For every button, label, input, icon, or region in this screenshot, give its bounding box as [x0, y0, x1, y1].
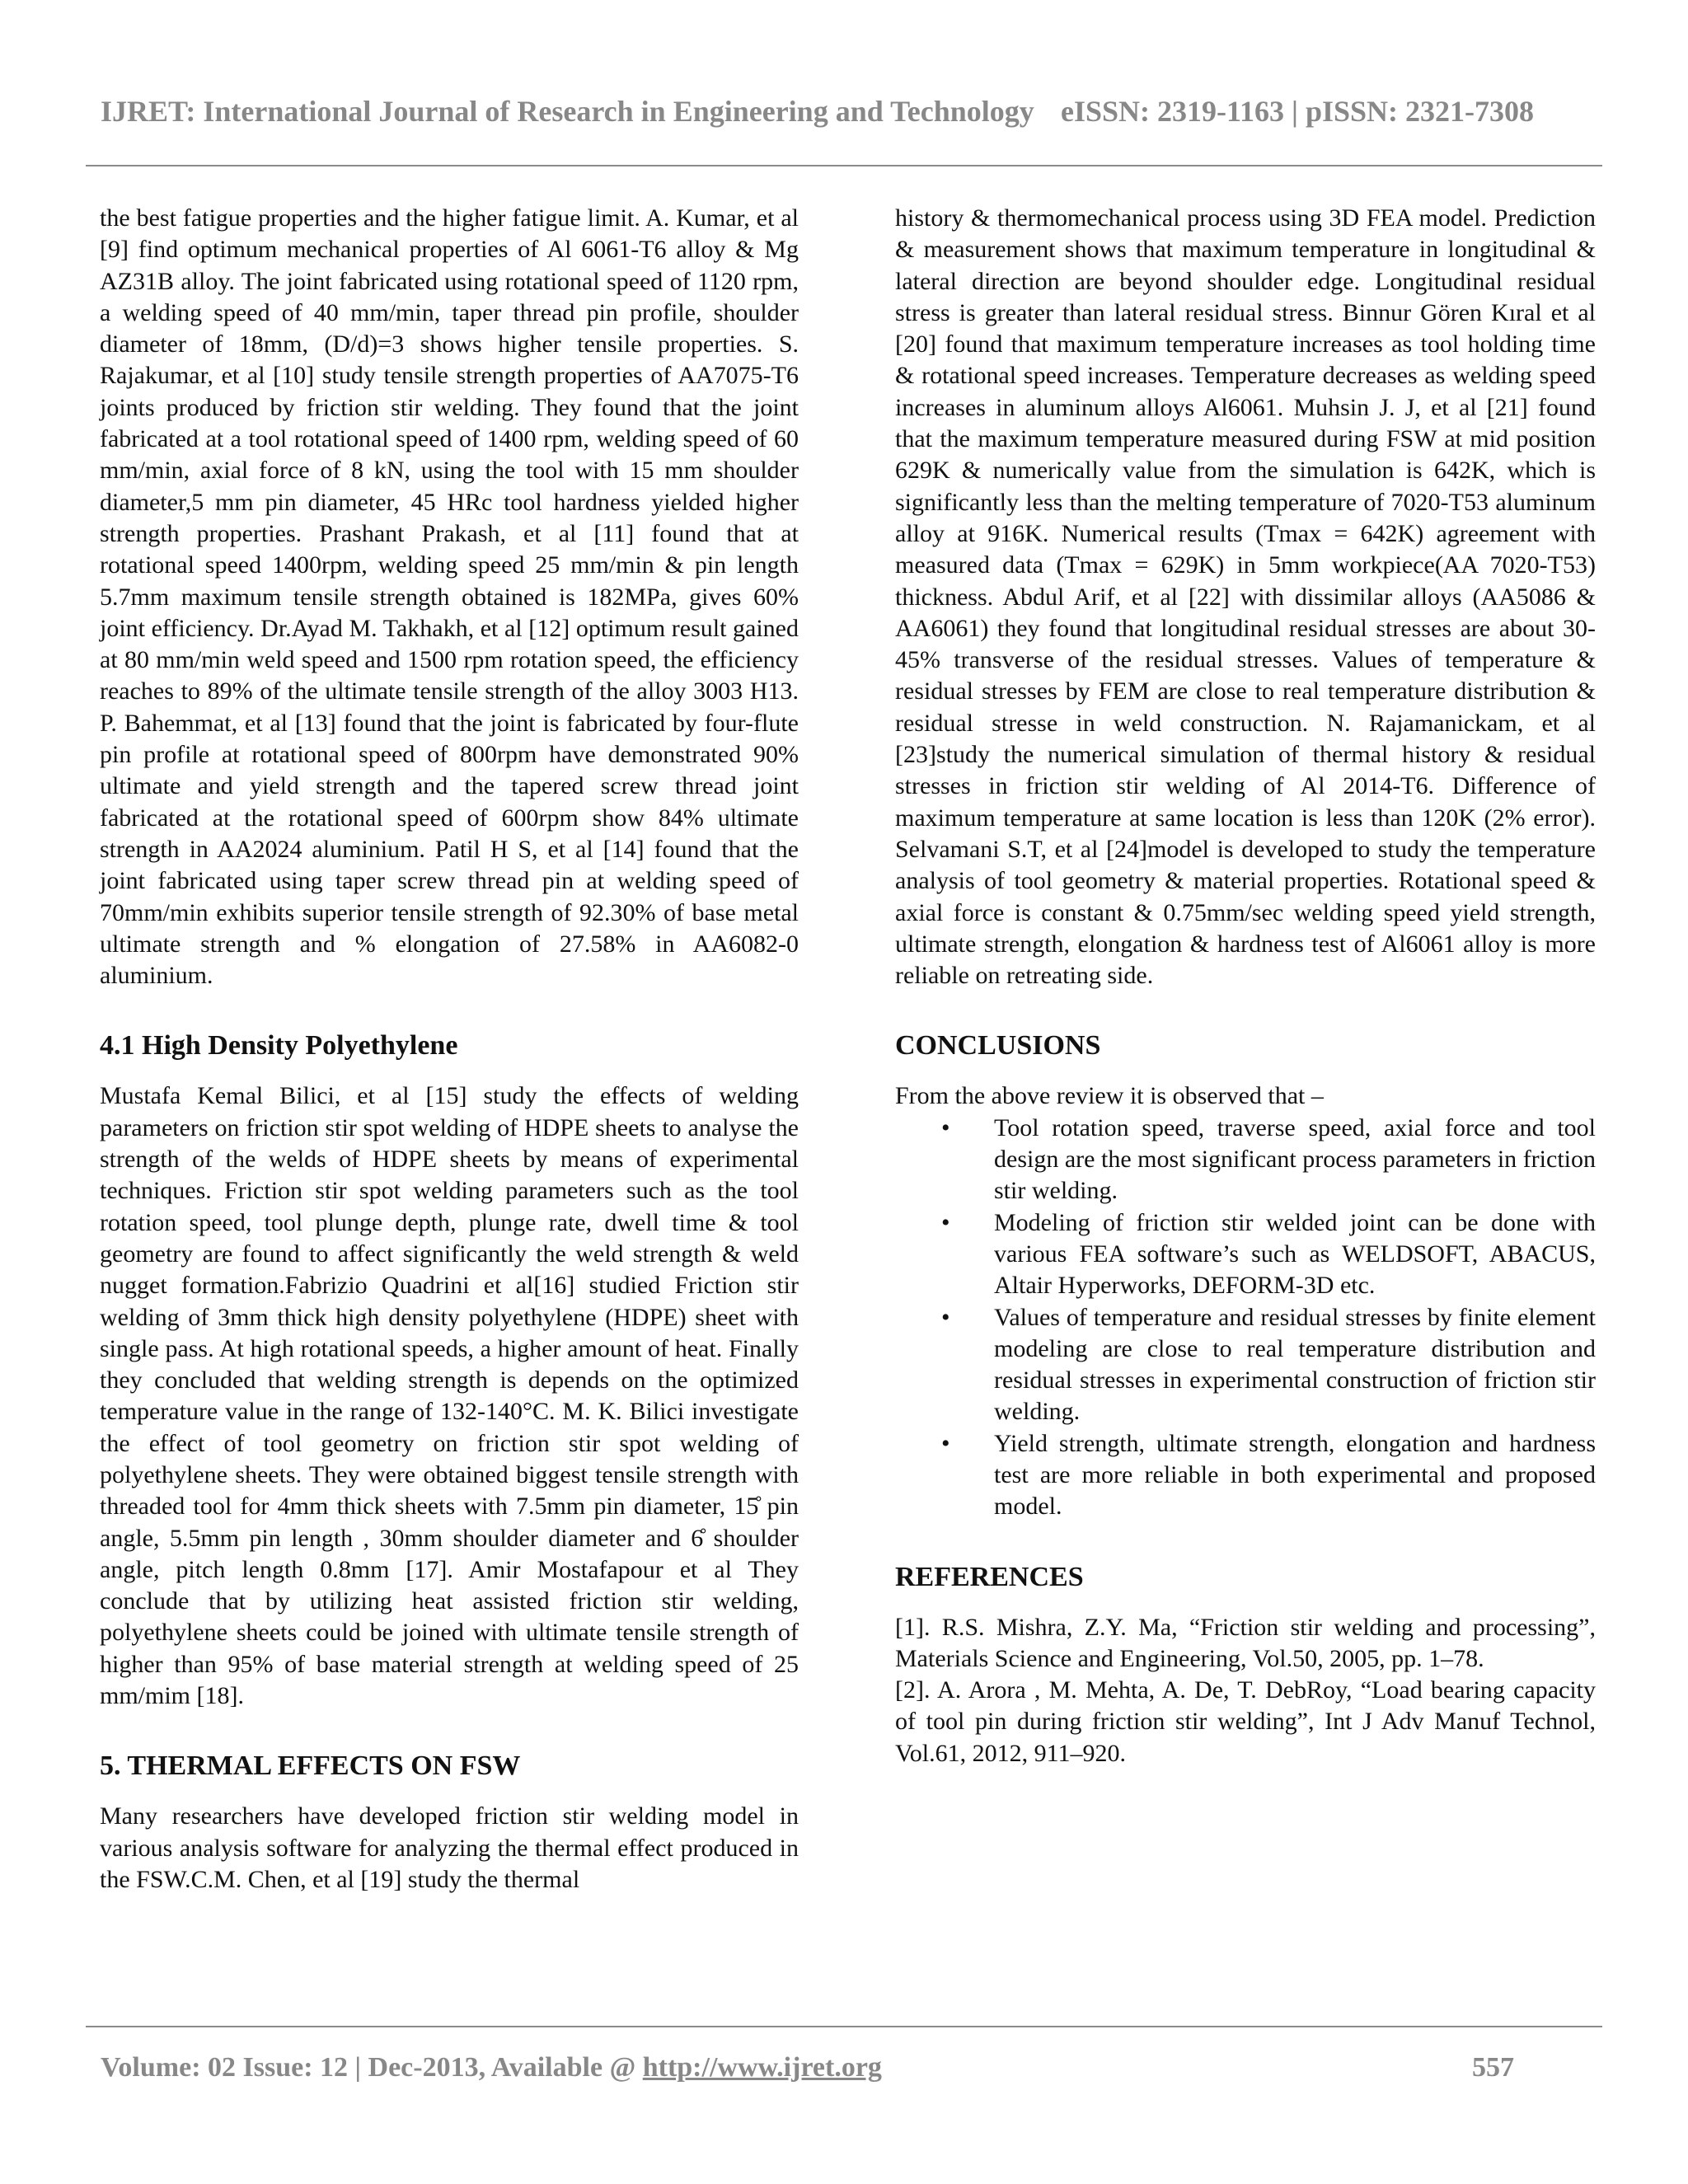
header-divider — [86, 165, 1602, 166]
running-header — [101, 94, 1584, 143]
reference-entry: [1]. R.S. Mishra, Z.Y. Ma, “Friction stir welding and processing”, Materials Science and Engineering, Vol.50, 2005, pp. 1–78. — [895, 1613, 1596, 1672]
list-item — [895, 1302, 1596, 1428]
body-paragraph: history & thermomechanical process using 3D FEA model. Prediction & measurement shows that maximum temperature in longitudinal & lateral direction are beyond shoulder edge. Longitudinal residual stress is greater than lateral residual stress. Binnur Gören Kıral et al [20] found that maximum temperature increases as tool holding time & rotational speed increases. Temperature decreases as welding speed increases in aluminum alloys Al6061. Muhsin J. J, et al [21] found that the maximum temperature measured during FSW at mid position 629K & numerically value from the simulation is 642K, which is significantly less than the melting temperature of 7020-T53 aluminum alloy at 916K. Numerical results (Tmax = 642K) agreement with measured data (Tmax = 629K) in 5mm workpiece(AA 7020-T53) thickness. Abdul Arif, et al [22] with dissimilar alloys (AA5086 & AA6061) they found that longitudinal residual stresses are about 30-45% transverse of the residual stresses. Values of temperature & residual stresses by FEM are close to real temperature distribution & residual stresse in weld construction. N. Rajamanickam, et al [23]study the numerical simulation of thermal history & residual stresses in friction stir welding of Al 2014-T6. Difference of maximum temperature at same location is less than 120K (2% error). Selvamani S.T, et al [24]model is developed to study the temperature analysis of tool geometry & material properties. Rotational speed & axial force is constant & 0.75mm/sec welding speed yield strength, ultimate strength, elongation & hardness test of Al6061 alloy is more reliable on retreating side. — [895, 204, 1596, 990]
list-item-text: Tool rotation speed, traverse speed, axial force and tool design are the most significant process parameters in friction stir welding. — [994, 1113, 1596, 1205]
section-heading-5: 5. THERMAL EFFECTS ON FSW — [100, 1750, 521, 1782]
list-item — [895, 1207, 1596, 1302]
bullet-icon: • — [941, 1303, 950, 1331]
section-heading-references: REFERENCES — [895, 1561, 1084, 1592]
conclusions-list — [895, 1113, 1596, 1523]
volume-text: Volume: 02 Issue: 12 | Dec-2013, Available @ — [101, 2052, 643, 2083]
list-item-text: Values of temperature and residual stresses by finite element modeling are close to real temperature distribution and residual stresses in experimental construction of friction stir welding. — [994, 1303, 1596, 1426]
page-number: 557 — [1472, 2052, 1514, 2083]
bullet-icon: • — [941, 1113, 950, 1141]
issn-numbers: eISSN: 2319-1163 | pISSN: 2321-7308 — [1061, 95, 1534, 128]
bullet-icon: • — [941, 1429, 950, 1457]
volume-info — [101, 2052, 882, 2083]
list-item — [895, 1113, 1596, 1207]
conclusions-intro: From the above review it is observed that – — [895, 1082, 1324, 1110]
right-column — [895, 203, 1596, 1769]
reference-entry: [2]. A. Arora , M. Mehta, A. De, T. DebRoy, “Load bearing capacity of tool pin during friction stir welding”, Int J Adv Manuf Technol, Vol.61, 2012, 911–920. — [895, 1676, 1596, 1767]
journal-title: IJRET: International Journal of Research in Engineering and Technology — [101, 95, 1034, 128]
journal-link[interactable]: http://www.ijret.org — [642, 2052, 882, 2083]
list-item — [895, 1428, 1596, 1523]
left-column — [100, 203, 799, 1896]
body-paragraph: Mustafa Kemal Bilici, et al [15] study the effects of welding parameters on friction stir spot welding of HDPE sheets to analyse the strength of the welds of HDPE sheets by means of experimental techniques. Friction stir spot welding parameters such as the tool rotation speed, tool plunge depth, plunge rate, dwell time & tool geometry are found to affect significantly the weld strength & weld nugget formation.Fabrizio Quadrini et al[16] studied Friction stir welding of 3mm thick high density polyethylene (HDPE) sheet with single pass. At high rotational speeds, a higher amount of heat. Finally they concluded that welding strength is depends on the optimized temperature value in the range of 132-140°C. M. K. Bilici investigate the effect of tool geometry on friction stir spot welding of polyethylene sheets. They were obtained biggest tensile strength with threaded tool for 4mm thick sheets with 7.5mm pin diameter, 15̊ pin angle, 5.5mm pin length , 30mm shoulder diameter and 6̊ shoulder angle, pitch length 0.8mm [17]. Amir Mostafapour et al They conclude that by utilizing heat assisted friction stir welding, polyethylene sheets could be joined with ultimate tensile strength of higher than 95% of base material strength at welding speed of 25 mm/mim [18]. — [100, 1082, 799, 1710]
section-heading-conclusions: CONCLUSIONS — [895, 1030, 1101, 1062]
footer-divider — [86, 2026, 1602, 2027]
section-heading-4-1: 4.1 High Density Polyethylene — [100, 1030, 458, 1062]
list-item-text: Modeling of friction stir welded joint can be done with various FEA software’s such as WELDSOFT, ABACUS, Altair Hyperworks, DEFORM-3D etc. — [994, 1208, 1596, 1300]
bullet-icon: • — [941, 1208, 950, 1236]
body-paragraph: the best fatigue properties and the higher fatigue limit. A. Kumar, et al [9] find optimum mechanical properties of Al 6061-T6 alloy & Mg AZ31B alloy. The joint fabricated using rotational speed of 1120 rpm, a welding speed of 40 mm/min, taper thread pin profile, shoulder diameter of 18mm, (D/d)=3 shows higher tensile properties. S. Rajakumar, et al [10] study tensile strength properties of AA7075-T6 joints produced by friction stir welding. They found that the joint fabricated at a tool rotational speed of 1400 rpm, welding speed of 60 mm/min, axial force of 8 kN, using the tool with 15 mm shoulder diameter,5 mm pin diameter, 45 HRc tool hardness yielded higher strength properties. Prashant Prakash, et al [11] found that at rotational speed 1400rpm, welding speed 25 mm/min & pin length 5.7mm maximum tensile strength obtained is 182MPa, gives 60% joint efficiency. Dr.Ayad M. Takhakh, et al [12] optimum result gained at 80 mm/min weld speed and 1500 rpm rotation speed, the efficiency reaches to 89% of the ultimate tensile strength of the alloy 3003 H13. P. Bahemmat, et al [13] found that the joint is fabricated by four-flute pin profile at rotational speed of 800rpm have demonstrated 90% ultimate and yield strength and the tapered screw thread joint fabricated at the rotational speed of 600rpm show 84% ultimate strength in AA2024 aluminium. Patil H S, et al [14] found that the joint fabricated using taper screw thread pin at welding speed of 70mm/min exhibits superior tensile strength of 92.30% of base metal ultimate strength and % elongation of 27.58% in AA6082-0 aluminium. — [100, 204, 799, 990]
body-paragraph: Many researchers have developed friction stir welding model in various analysis software for analyzing the thermal effect produced in the FSW.C.M. Chen, et al [19] study the thermal — [100, 1802, 799, 1893]
list-item-text: Yield strength, ultimate strength, elongation and hardness test are more reliable in both experimental and proposed model. — [994, 1429, 1596, 1521]
